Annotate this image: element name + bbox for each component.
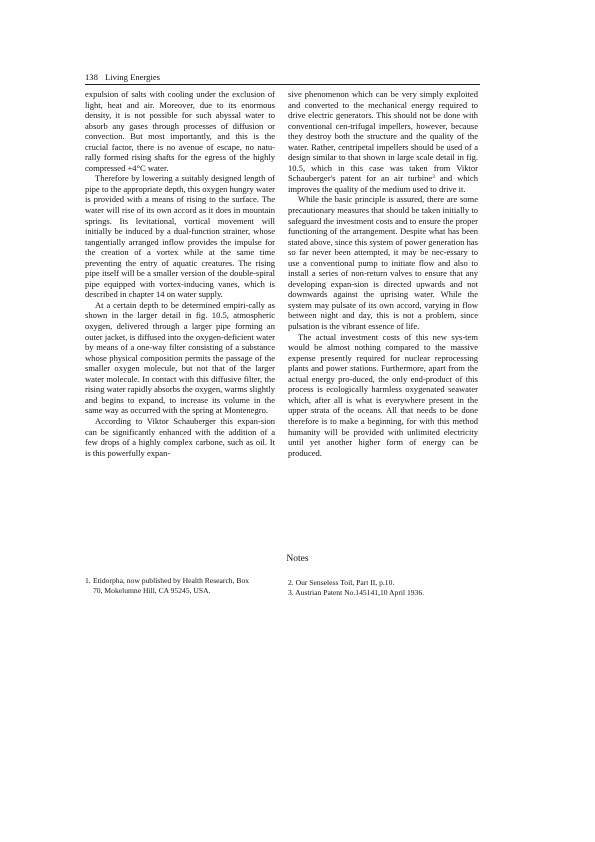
paragraph: While the basic principle is assured, there are some precautionary measures that should be taken initially to safeguard the investment costs and to ensure the proper functioning of the arrangement. Despite what has been stated above, since this system of power generation has so far never been attempted, it may be nec-essary to use a conventional pump to initiate flow and also to install a series of non-return valves to ensure that any developing expan-sion is directed upwards and not downwards against the uprising water. While the system may pulsate of its own accord, varying in flow between night and day, this is not a problem, since pulsation is the vibrant essence of life.: [288, 194, 478, 332]
running-header: [85, 71, 480, 85]
paragraph: At a certain depth to be determined empiri-cally as shown in the larger detail in fig. 10.5, atmospheric oxygen, delivered through a larger pipe forming an outer jacket, is diffused into the oxygen-deficient water by means of a one-way filter consisting of a substance whose physical composition permits the passage of the smaller oxygen molecule, but not that of the larger water molecule. In contact with this diffusive filter, the rising water rapidly absorbs the oxygen, warms slightly and begins to expand, to increase its volume in the same way as occurred with the spring at Montenegro.: [85, 299, 275, 416]
paragraph: The actual investment costs of this new sys-tem would be almost nothing compared to the massive expense presently required for nuclear reprocessing plants and power stations. Furthermore, apart from the actual energy pro-duced, the only end-product of this process is ecologically harmless oxygenated seawater which, after all is what is everywhere present in the upper strata of the oceans. All that needs to be done therefore is to make a beginning, for with this method humanity will be provided with unlimited electricity until yet another higher form of energy can be produced.: [288, 331, 478, 458]
left-column: [85, 89, 275, 458]
note-2: 2. Our Senseless Toil, Part II, p.10.: [288, 578, 395, 587]
note-text: Etidorpha, now published by Health Research, Box: [93, 576, 250, 585]
note-text: 70, Mokelumne Hill, CA 95245, USA.: [93, 586, 211, 595]
footnote-ref: 3: [432, 174, 435, 181]
note-1: [85, 576, 280, 596]
running-title: Living Energies: [105, 72, 161, 82]
paragraph-text: and which improves the quality of the medium used to drive it.: [288, 173, 478, 194]
page-number: 138: [85, 72, 98, 82]
note-3: 3. Austrian Patent No.145141,10 April 1936.: [288, 588, 425, 597]
paragraph: According to Viktor Schauberger this expan-sion can be significantly enhanced with the addition of a few drops of a highly complex carbone, such as oil. It is this powerfully expan-: [85, 415, 275, 458]
note-number: 1.: [85, 576, 91, 585]
notes-right: [288, 578, 488, 598]
paragraph-text: sive phenomenon which can be very simply exploited and converted to the mechanical energy required to drive electric generators. This should not be done with conventional cen-trifugal impellers, however, because they destroy both the structure and the quality of the water. Rather, centripetal impellers should be used of a design similar to that shown in large scale detail in fig. 10.5, which in this case was taken from Viktor Schauberger's patent for an air turbine: [288, 89, 478, 184]
right-column: [288, 89, 478, 458]
paragraph: [288, 89, 478, 194]
paragraph: Therefore by lowering a suitably designed length of pipe to the appropriate depth, this oxygen hungry water is provided with a means of rising to the surface. The water will rise of its own accord as it does in mountain springs. Its levitational, vortical movement will initially be induced by a dual-function strainer, whose tangentially arranged inflow provides the impulse for the creation of a vortex while at the same time preventing the entry of aquatic creatures. The rising pipe itself will be a smaller version of the double-spiral pipe equipped with vortex-inducing vanes, which is described in chapter 14 on water supply.: [85, 173, 275, 300]
notes-heading: Notes: [286, 554, 309, 564]
paragraph: expulsion of salts with cooling under the exclusion of light, heat and air. Moreover, due to its enormous density, it is not possible for such abyssal water to absorb any gases through processes of diffusion or convection. But most importantly, and this is the crucial factor, there is no avenue of escape, no natu-rally formed rising shafts for the egress of the highly compressed +4°C water.: [85, 89, 275, 173]
